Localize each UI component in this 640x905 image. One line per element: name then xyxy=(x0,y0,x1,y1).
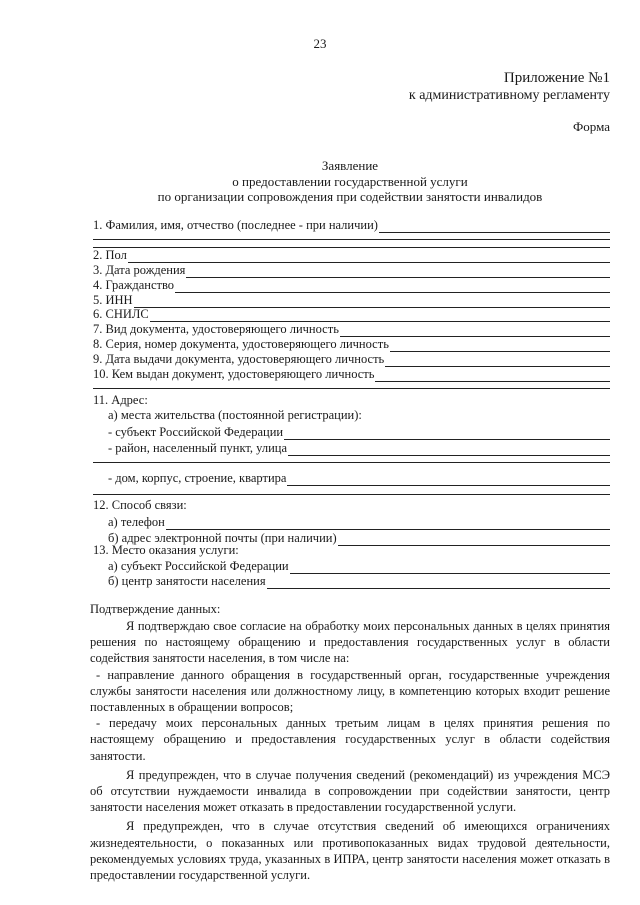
field-phone-label: а) телефон xyxy=(108,515,165,529)
field-snils[interactable] xyxy=(93,306,610,322)
warning-paragraph-ipra: Я предупрежден, что в случае отсутствия сведений об имеющихся ограничениях жизнедеятельности, о показанных или противопоказанных видах трудовой деятельности, рекомендуемых условиях труда, указанных в ИПРА, центр занятости населения может отказать в предоставлении государственной услуги. xyxy=(90,819,610,883)
field-address-house-label: - дом, корпус, строение, квартира xyxy=(108,471,287,485)
address-residence-label: а) места жительства (постоянной регистрации): xyxy=(108,408,362,422)
consent-item-third-parties: - передачу моих персональных данных третьим лицам в целях принятия решения по настоящему обращению и предоставления государственных услуг в области содействия занятости. xyxy=(90,716,610,763)
field-address-subject-line[interactable] xyxy=(284,428,610,440)
field-address-house[interactable] xyxy=(108,470,610,486)
confirmation-heading: Подтверждение данных: xyxy=(90,602,221,616)
field-email-line[interactable] xyxy=(338,534,610,546)
field-address-district-line[interactable] xyxy=(288,444,610,456)
page-number: 23 xyxy=(313,36,327,51)
field-employment-center-line[interactable] xyxy=(267,577,610,589)
field-full-name-label: 1. Фамилия, имя, отчество (последнее - при наличии) xyxy=(93,218,378,232)
form-label: Форма xyxy=(573,119,610,134)
field-inn-label: 5. ИНН xyxy=(93,293,133,307)
document-title: Заявление xyxy=(321,158,379,173)
field-citizenship[interactable] xyxy=(93,277,610,293)
appendix-title: Приложение №1 xyxy=(503,70,610,86)
field-phone[interactable] xyxy=(108,514,610,530)
field-citizenship-label: 4. Гражданство xyxy=(93,278,175,292)
field-full-name-extra-line-1[interactable] xyxy=(93,239,610,240)
field-id-document-type[interactable] xyxy=(93,321,610,337)
field-address-district-label: - район, населенный пункт, улица xyxy=(108,441,288,455)
field-id-document-number[interactable] xyxy=(93,336,610,352)
field-birth-date[interactable] xyxy=(93,262,610,278)
confirmation-text xyxy=(90,618,610,883)
field-service-subject-label: а) субъект Российской Федерации xyxy=(108,559,289,573)
field-address-house-extra-line[interactable] xyxy=(93,494,610,495)
field-address-subject-label: - субъект Российской Федерации xyxy=(108,425,284,439)
service-location-heading: 13. Место оказания услуги: xyxy=(93,543,239,557)
contact-heading: 12. Способ связи: xyxy=(93,498,187,512)
appendix-subtitle: к административному регламенту xyxy=(408,88,610,103)
field-id-issue-date-label: 9. Дата выдачи документа, удостоверяющего личность xyxy=(93,352,385,366)
field-snils-label: 6. СНИЛС xyxy=(93,307,149,321)
warning-paragraph-mse: Я предупрежден, что в случае получения сведений (рекомендаций) из учреждения МСЭ об отсутствии нуждаемости инвалида в сопровождении при содействии занятости, центр занятости населения может отказать в предоставлении государственной услуги. xyxy=(90,767,610,815)
field-employment-center[interactable] xyxy=(108,573,610,589)
field-full-name-line[interactable] xyxy=(379,221,610,233)
field-id-issued-by-label: 10. Кем выдан документ, удостоверяющего личность xyxy=(93,367,375,381)
field-id-issued-by[interactable] xyxy=(93,366,610,382)
field-address-house-line[interactable] xyxy=(287,474,610,486)
field-address-district[interactable] xyxy=(108,440,610,456)
field-id-document-number-label: 8. Серия, номер документа, удостоверяющего личность xyxy=(93,337,389,351)
field-id-issue-date[interactable] xyxy=(93,351,610,367)
consent-paragraph: Я подтверждаю свое согласие на обработку моих персональных данных в целях принятия решения по настоящему обращению и предоставления государственных услуг в области содействия занятости населения, в том числе на: xyxy=(90,619,610,666)
document-subtitle-2: по организации сопровождения при содействии занятости инвалидов xyxy=(157,189,543,204)
document-subtitle-1: о предоставлении государственной услуги xyxy=(232,174,468,189)
field-address-subject[interactable] xyxy=(108,424,610,440)
field-full-name[interactable] xyxy=(93,217,610,233)
field-birth-date-label: 3. Дата рождения xyxy=(93,263,186,277)
field-id-issued-by-extra-line[interactable] xyxy=(93,388,610,389)
field-email-label: б) адрес электронной почты (при наличии) xyxy=(108,531,337,545)
field-employment-center-label: б) центр занятости населения xyxy=(108,574,266,588)
field-gender[interactable] xyxy=(93,247,610,263)
field-id-issued-by-line[interactable] xyxy=(375,370,610,382)
address-heading: 11. Адрес: xyxy=(93,393,148,407)
field-phone-line[interactable] xyxy=(166,518,610,530)
field-service-subject[interactable] xyxy=(108,558,610,574)
field-id-document-type-label: 7. Вид документа, удостоверяющего личность xyxy=(93,322,339,336)
field-gender-label: 2. Пол xyxy=(93,248,127,262)
field-address-extra-line[interactable] xyxy=(93,462,610,463)
consent-item-forwarding: - направление данного обращения в государственный орган, государственные учреждения службы занятости населения или должностному лицу, в компетенцию которых входит решение поставленных в обращении вопросов; xyxy=(90,667,610,715)
